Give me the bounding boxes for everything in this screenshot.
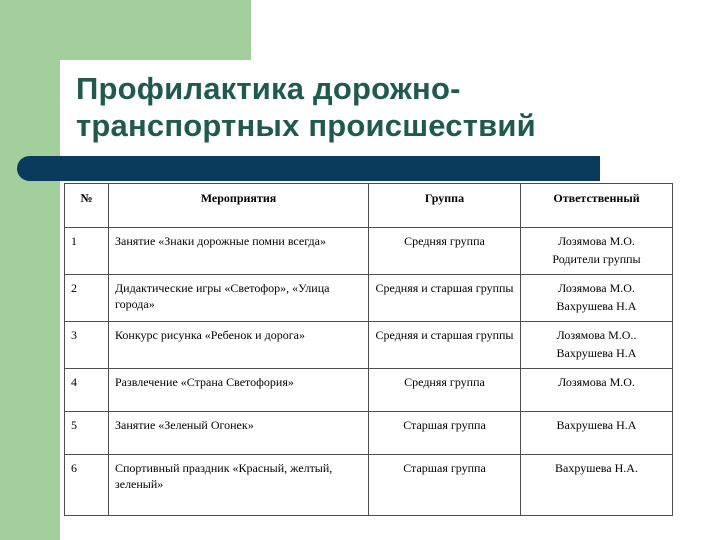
row-number: 6	[65, 455, 109, 516]
header-group: Группа	[369, 184, 521, 228]
table-header-row	[65, 184, 673, 228]
row-event: Дидактические игры «Светофор», «Улица города»	[109, 275, 369, 322]
row-number: 4	[65, 369, 109, 412]
slide-title-line-2: транспортных происшествий	[76, 108, 536, 143]
table-row	[65, 322, 673, 369]
row-responsible	[521, 412, 673, 455]
row-responsible	[521, 322, 673, 369]
row-event: Конкурс рисунка «Ребенок и дорога»	[109, 322, 369, 369]
row-responsible	[521, 228, 673, 275]
slide-title	[76, 70, 696, 144]
table-row	[65, 228, 673, 275]
responsible-name: Лозямова М.О.	[558, 234, 635, 248]
responsible-name: Вахрушева Н.А	[556, 299, 637, 313]
responsible-name: Вахрушева Н.А	[556, 418, 637, 432]
row-event: Занятие «Знаки дорожные помни всегда»	[109, 228, 369, 275]
table-row	[65, 455, 673, 516]
row-responsible	[521, 369, 673, 412]
header-responsible: Ответственный	[521, 184, 673, 228]
row-group: Старшая группа	[369, 412, 521, 455]
responsible-name: Вахрушева Н.А	[556, 346, 637, 360]
row-responsible	[521, 455, 673, 516]
row-group: Средняя группа	[369, 369, 521, 412]
header-number: №	[65, 184, 109, 228]
header-events: Мероприятия	[109, 184, 369, 228]
row-event: Спортивный праздник «Красный, желтый, зеленый»	[109, 455, 369, 516]
table-row	[65, 412, 673, 455]
row-group: Старшая группа	[369, 455, 521, 516]
responsible-name: Родители группы	[552, 252, 641, 266]
row-number: 1	[65, 228, 109, 275]
row-event: Занятие «Зеленый Огонек»	[109, 412, 369, 455]
row-event: Развлечение «Страна Светофория»	[109, 369, 369, 412]
events-table	[64, 183, 673, 516]
row-responsible	[521, 275, 673, 322]
responsible-name: Вахрушева Н.А.	[555, 461, 638, 475]
slide-title-line-1: Профилактика дорожно-	[76, 71, 461, 106]
table-row	[65, 369, 673, 412]
row-number: 2	[65, 275, 109, 322]
table-row	[65, 275, 673, 322]
navy-divider-bar	[17, 156, 600, 181]
responsible-name: Лозямова М.О.	[558, 375, 635, 389]
row-group: Средняя группа	[369, 228, 521, 275]
row-group: Средняя и старшая группы	[369, 322, 521, 369]
responsible-name: Лозямова М.О..	[556, 328, 637, 342]
green-side-strip	[0, 0, 60, 540]
row-number: 5	[65, 412, 109, 455]
row-group: Средняя и старшая группы	[369, 275, 521, 322]
responsible-name: Лозямова М.О.	[558, 281, 635, 295]
green-corner-block	[0, 0, 251, 60]
row-number: 3	[65, 322, 109, 369]
